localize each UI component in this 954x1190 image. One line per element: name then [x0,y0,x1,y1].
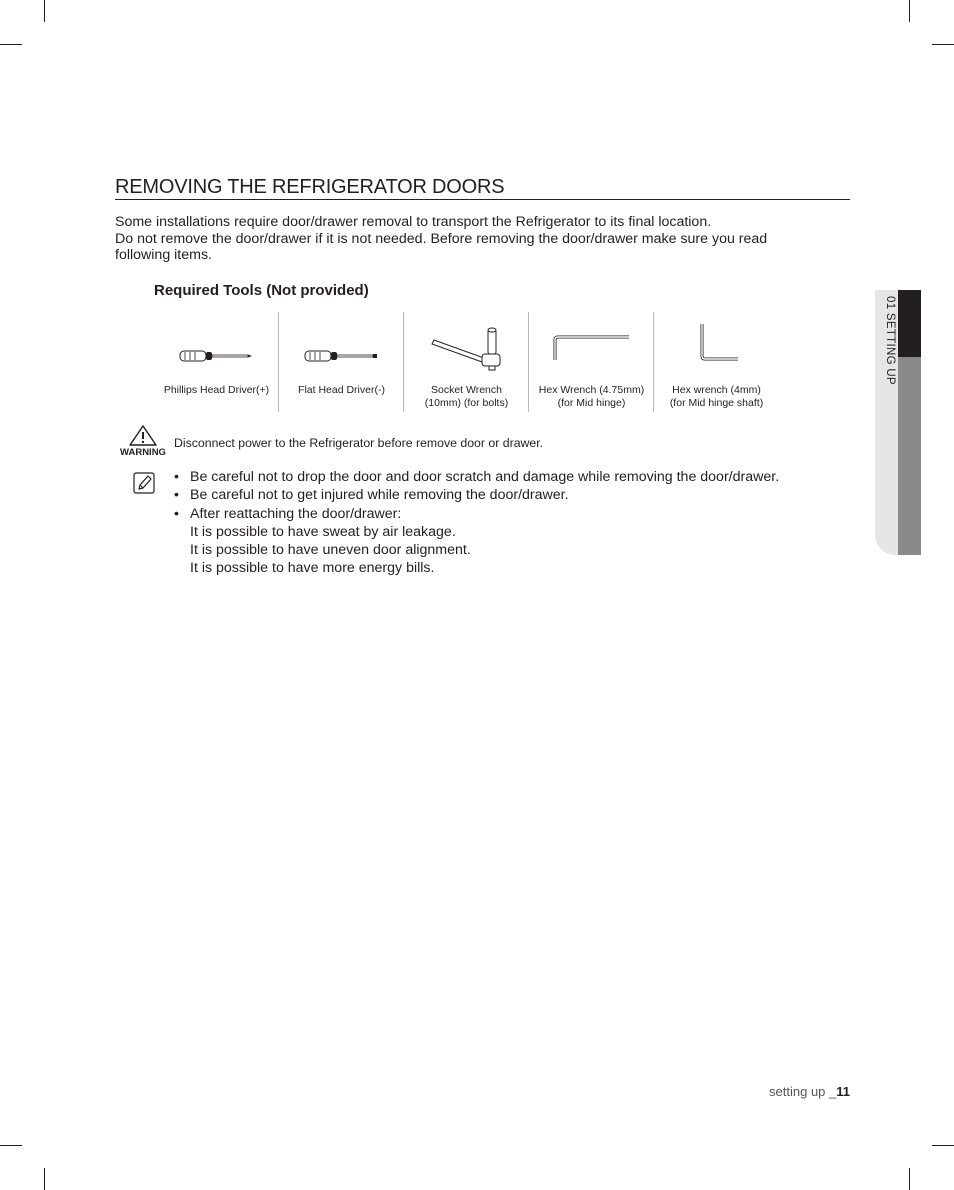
sub-item: It is possible to have uneven door alignment. [190,542,471,559]
chapter-side-tab [875,290,921,555]
note-list [174,468,779,578]
side-tab-label: 01 SETTING UP [884,296,896,385]
socket-wrench-icon [404,320,529,380]
sub-item: It is possible to have more energy bills. [190,560,435,577]
crop-mark [0,1145,22,1146]
bullet: • [174,505,179,522]
warning-triangle-icon [128,425,158,447]
crop-mark [909,0,910,22]
warning-box [115,425,815,465]
page-title: REMOVING THE REFRIGERATOR DOORS [115,176,850,200]
tool-label: Hex wrench (4mm) (for Mid hinge shaft) [669,384,764,409]
warning-text: Disconnect power to the Refrigerator before remove door or drawer. [174,436,544,450]
warning-label: WARNING [120,447,166,458]
tool-hex-4 [654,312,779,412]
phillips-screwdriver-icon [154,320,279,380]
tool-label: Hex Wrench (4.75mm) (for Mid hinge) [538,384,645,409]
tool-socket [404,312,529,412]
tools-row [154,312,779,412]
tool-label: Flat Head Driver(-) [298,384,385,396]
list-item: • Be careful not to drop the door and door scratch and damage while removing the door/drawer. [174,469,780,485]
page-number: 11 [836,1084,850,1099]
crop-mark [44,1168,45,1190]
intro-line: Do not remove the door/drawer if it is not needed. Before removing the door/drawer make sure you read [115,230,768,247]
crop-mark [0,44,22,45]
hex-wrench-icon [654,320,779,380]
tool-flat [279,312,404,412]
list-item: • Be careful not to get injured while removing the door/drawer. [174,487,569,504]
intro-paragraph [115,214,845,264]
crop-mark [932,44,954,45]
tool-phillips [154,312,279,412]
crop-mark [909,1168,910,1190]
crop-mark [932,1145,954,1146]
tool-hex-4-75 [529,312,654,412]
crop-mark [44,0,45,22]
intro-line: following items. [115,247,212,263]
tool-label: Socket Wrench (10mm) (for bolts) [424,384,509,409]
hex-wrench-icon [529,320,654,380]
list-item: • After reattaching the door/drawer: It is possible to have sweat by air leakage. It is possible to have uneven door alignment. It is possible to have more energy bills. [174,505,779,578]
bullet: • [174,487,179,504]
sub-item: It is possible to have sweat by air leakage. [190,523,456,540]
footer-section: setting up _ [769,1084,837,1099]
tools-heading: Required Tools (Not provided) [154,282,369,299]
bullet: • [174,469,179,485]
side-tab-marker [898,290,921,357]
warning-icon-group [115,425,171,461]
note-pencil-icon [133,472,155,494]
flat-screwdriver-icon [279,320,404,380]
intro-line: Some installations require door/drawer removal to transport the Refrigerator to its final location. [115,214,712,230]
page-footer [769,1084,850,1099]
tool-label: Phillips Head Driver(+) [163,384,270,396]
side-tab-bar [898,357,921,555]
